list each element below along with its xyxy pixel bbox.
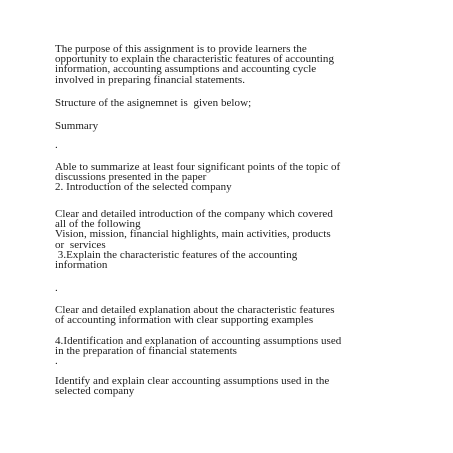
paragraph-structure: Structure of the asignemnet is given below; — [55, 97, 252, 109]
paragraph-characteristic-features: Clear and detailed explanation about the characteristic features of accounting information with clear supporting examples — [55, 304, 335, 327]
paragraph-company-introduction: Clear and detailed introduction of the company which covered all of the following Vision, mission, financial highlights, main activities, products or services 3.Explain the characteristic features of the accounting information — [55, 208, 333, 272]
paragraph-accounting-assumptions: 4.Identification and explanation of accounting assumptions used in the preparation of financial statements . — [55, 335, 342, 368]
paragraph-purpose: The purpose of this assignment is to provide learners the opportunity to explain the characteristic features of accounting information, accounting assumptions and accounting cycle involved in preparing financial statements. — [55, 43, 335, 86]
separator-dot-1: . — [55, 139, 58, 151]
paragraph-summary-criteria: Able to summarize at least four significant points of the topic of discussions presented in the paper 2. Introduction of the selected company — [55, 161, 341, 194]
paragraph-identify-assumptions: Identify and explain clear accounting assumptions used in the selected company — [55, 375, 330, 398]
heading-summary: Summary — [55, 120, 99, 132]
separator-dot-2: . — [55, 282, 58, 294]
